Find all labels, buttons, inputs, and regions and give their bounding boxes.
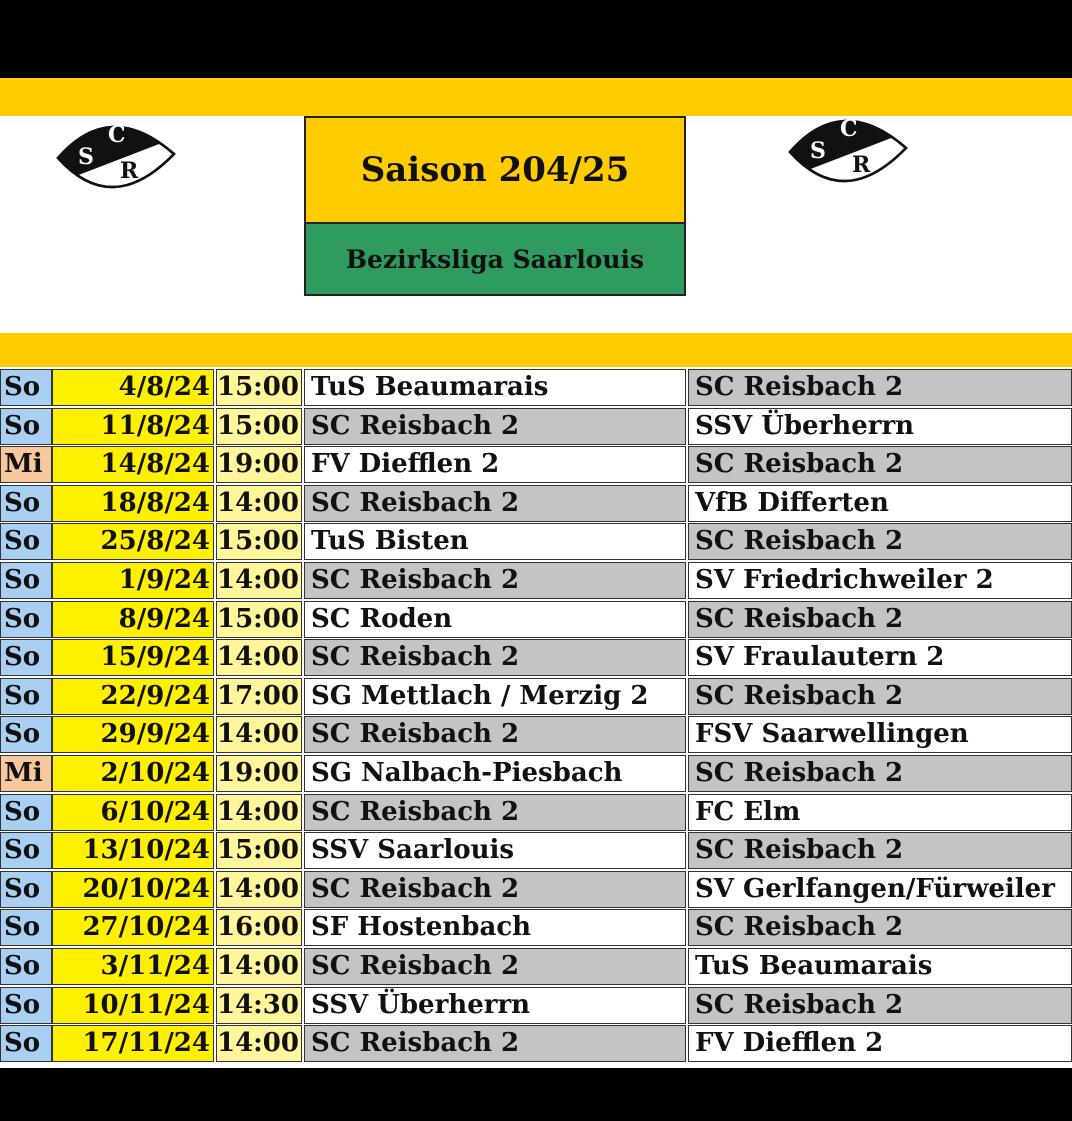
- weekday-cell: So: [0, 601, 52, 638]
- home-team-cell: SG Mettlach / Merzig 2: [304, 678, 686, 715]
- home-team-cell: SC Reisbach 2: [304, 871, 686, 908]
- home-team-cell: SC Reisbach 2: [304, 408, 686, 445]
- weekday-cell: So: [0, 909, 52, 946]
- weekday-cell: So: [0, 369, 52, 406]
- home-team-cell: SF Hostenbach: [304, 909, 686, 946]
- weekday-cell: So: [0, 948, 52, 985]
- kickoff-time-cell: 15:00: [216, 601, 302, 638]
- table-row: [0, 1025, 1072, 1064]
- table-row: [0, 446, 1072, 485]
- away-team-cell: FSV Saarwellingen: [688, 716, 1072, 753]
- home-team-cell: SC Reisbach 2: [304, 1025, 686, 1062]
- fixture-sheet: [0, 78, 1072, 1068]
- table-row: [0, 523, 1072, 562]
- date-cell: 10/11/24: [52, 987, 214, 1024]
- svg-text:S: S: [78, 144, 94, 170]
- table-row: [0, 987, 1072, 1026]
- away-team-cell: SC Reisbach 2: [688, 369, 1072, 406]
- weekday-cell: Mi: [0, 755, 52, 792]
- scr-logo-icon: [50, 106, 180, 206]
- home-team-cell: FV Diefflen 2: [304, 446, 686, 483]
- table-row: [0, 909, 1072, 948]
- weekday-cell: So: [0, 678, 52, 715]
- kickoff-time-cell: 14:00: [216, 794, 302, 831]
- date-cell: 14/8/24: [52, 446, 214, 483]
- home-team-cell: SC Reisbach 2: [304, 485, 686, 522]
- home-team-cell: SC Reisbach 2: [304, 716, 686, 753]
- away-team-cell: TuS Beaumarais: [688, 948, 1072, 985]
- away-team-cell: SV Fraulautern 2: [688, 639, 1072, 676]
- table-row: [0, 871, 1072, 910]
- away-team-cell: SC Reisbach 2: [688, 601, 1072, 638]
- date-cell: 3/11/24: [52, 948, 214, 985]
- date-cell: 8/9/24: [52, 601, 214, 638]
- kickoff-time-cell: 15:00: [216, 523, 302, 560]
- home-team-cell: TuS Beaumarais: [304, 369, 686, 406]
- table-row: [0, 832, 1072, 871]
- away-team-cell: FV Diefflen 2: [688, 1025, 1072, 1062]
- kickoff-time-cell: 15:00: [216, 832, 302, 869]
- weekday-cell: So: [0, 832, 52, 869]
- kickoff-time-cell: 14:00: [216, 1025, 302, 1062]
- weekday-cell: So: [0, 639, 52, 676]
- scr-logo-icon: [782, 100, 912, 200]
- svg-text:S: S: [810, 138, 826, 164]
- date-cell: 25/8/24: [52, 523, 214, 560]
- kickoff-time-cell: 14:00: [216, 485, 302, 522]
- table-row: [0, 601, 1072, 640]
- away-team-cell: SSV Überherrn: [688, 408, 1072, 445]
- kickoff-time-cell: 14:00: [216, 639, 302, 676]
- kickoff-time-cell: 16:00: [216, 909, 302, 946]
- table-row: [0, 562, 1072, 601]
- away-team-cell: SC Reisbach 2: [688, 987, 1072, 1024]
- date-cell: 4/8/24: [52, 369, 214, 406]
- club-logo-left: [50, 106, 180, 206]
- weekday-cell: So: [0, 562, 52, 599]
- table-row: [0, 369, 1072, 408]
- kickoff-time-cell: 15:00: [216, 408, 302, 445]
- table-row: [0, 408, 1072, 447]
- date-cell: 11/8/24: [52, 408, 214, 445]
- club-logo-right: [782, 100, 912, 200]
- date-cell: 29/9/24: [52, 716, 214, 753]
- svg-text:C: C: [108, 122, 126, 148]
- weekday-cell: So: [0, 716, 52, 753]
- date-cell: 18/8/24: [52, 485, 214, 522]
- home-team-cell: SSV Saarlouis: [304, 832, 686, 869]
- weekday-cell: Mi: [0, 446, 52, 483]
- away-team-cell: SC Reisbach 2: [688, 909, 1072, 946]
- home-team-cell: SSV Überherrn: [304, 987, 686, 1024]
- away-team-cell: VfB Differten: [688, 485, 1072, 522]
- home-team-cell: SC Reisbach 2: [304, 794, 686, 831]
- weekday-cell: So: [0, 485, 52, 522]
- weekday-cell: So: [0, 871, 52, 908]
- date-cell: 20/10/24: [52, 871, 214, 908]
- kickoff-time-cell: 14:00: [216, 948, 302, 985]
- away-team-cell: SC Reisbach 2: [688, 446, 1072, 483]
- away-team-cell: SC Reisbach 2: [688, 755, 1072, 792]
- kickoff-time-cell: 14:00: [216, 716, 302, 753]
- home-team-cell: SC Roden: [304, 601, 686, 638]
- date-cell: 2/10/24: [52, 755, 214, 792]
- kickoff-time-cell: 14:30: [216, 987, 302, 1024]
- table-row: [0, 948, 1072, 987]
- home-team-cell: TuS Bisten: [304, 523, 686, 560]
- home-team-cell: SC Reisbach 2: [304, 639, 686, 676]
- season-title: Saison 204/25: [304, 116, 686, 224]
- date-cell: 6/10/24: [52, 794, 214, 831]
- fixture-table: [0, 369, 1072, 1064]
- weekday-cell: So: [0, 794, 52, 831]
- weekday-cell: So: [0, 408, 52, 445]
- weekday-cell: So: [0, 1025, 52, 1062]
- home-team-cell: SG Nalbach-Piesbach: [304, 755, 686, 792]
- kickoff-time-cell: 14:00: [216, 871, 302, 908]
- weekday-cell: So: [0, 523, 52, 560]
- home-team-cell: SC Reisbach 2: [304, 562, 686, 599]
- kickoff-time-cell: 19:00: [216, 446, 302, 483]
- away-team-cell: SV Friedrichweiler 2: [688, 562, 1072, 599]
- table-row: [0, 755, 1072, 794]
- away-team-cell: SC Reisbach 2: [688, 832, 1072, 869]
- kickoff-time-cell: 15:00: [216, 369, 302, 406]
- home-team-cell: SC Reisbach 2: [304, 948, 686, 985]
- weekday-cell: So: [0, 987, 52, 1024]
- league-name: Bezirksliga Saarlouis: [304, 224, 686, 296]
- table-row: [0, 794, 1072, 833]
- away-team-cell: FC Elm: [688, 794, 1072, 831]
- kickoff-time-cell: 17:00: [216, 678, 302, 715]
- table-row: [0, 716, 1072, 755]
- svg-text:R: R: [120, 158, 139, 184]
- date-cell: 22/9/24: [52, 678, 214, 715]
- away-team-cell: SC Reisbach 2: [688, 523, 1072, 560]
- date-cell: 27/10/24: [52, 909, 214, 946]
- middle-band: [0, 333, 1072, 367]
- date-cell: 17/11/24: [52, 1025, 214, 1062]
- away-team-cell: SV Gerlfangen/Fürweiler: [688, 871, 1072, 908]
- date-cell: 13/10/24: [52, 832, 214, 869]
- kickoff-time-cell: 19:00: [216, 755, 302, 792]
- table-row: [0, 678, 1072, 717]
- table-row: [0, 639, 1072, 678]
- table-row: [0, 485, 1072, 524]
- svg-text:C: C: [840, 116, 858, 142]
- kickoff-time-cell: 14:00: [216, 562, 302, 599]
- svg-text:R: R: [852, 152, 871, 178]
- date-cell: 1/9/24: [52, 562, 214, 599]
- date-cell: 15/9/24: [52, 639, 214, 676]
- away-team-cell: SC Reisbach 2: [688, 678, 1072, 715]
